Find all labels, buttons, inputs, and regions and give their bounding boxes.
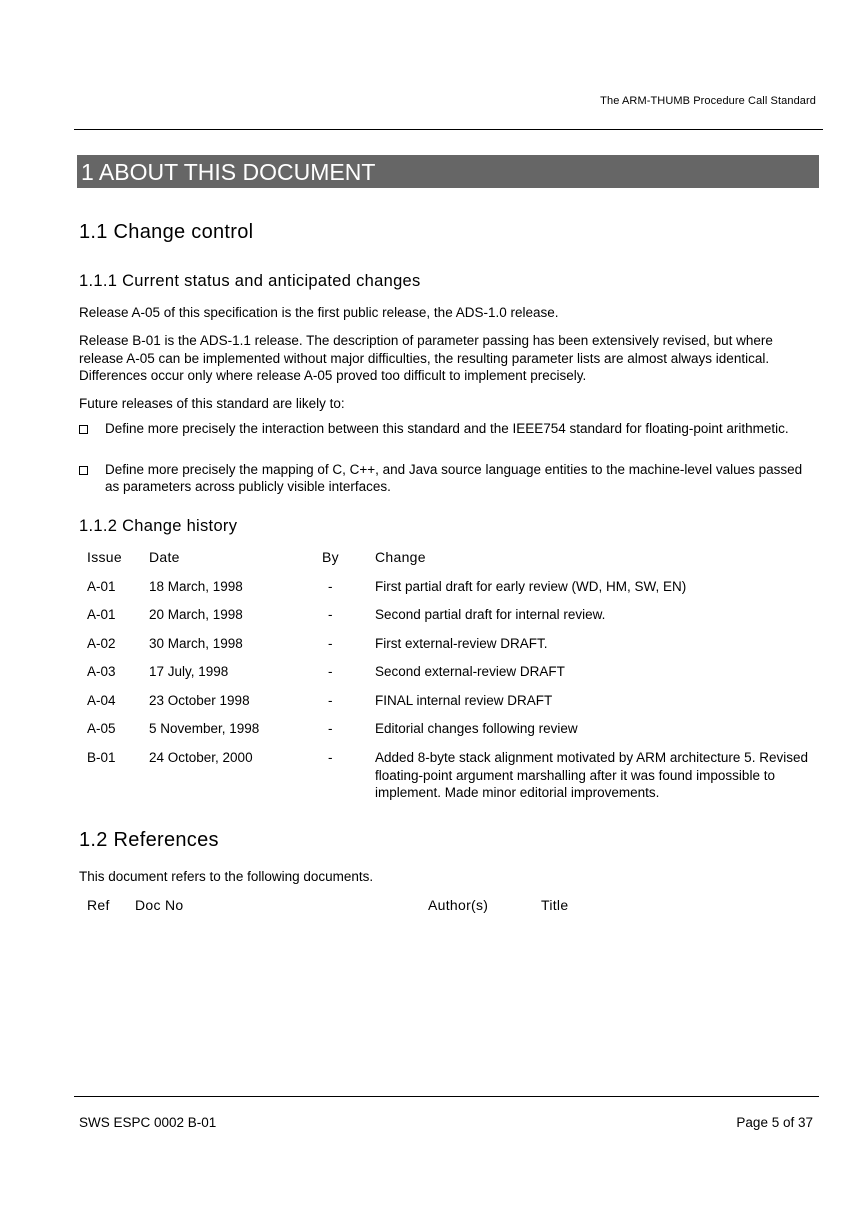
table-cell-issue: A-01 [87,607,116,622]
table-cell-change: First external-review DRAFT. [375,636,548,651]
table-cell-issue: A-04 [87,693,116,708]
paragraph-release-b01: Release B-01 is the ADS-1.1 release. The description of parameter passing has been extensively revised, but where release A-05 can be implemented without major difficulties, the resulting parameter lists are almost always identical. Differences occur only where release A-05 proved too difficult to implement precisely. [79,333,773,383]
table-header-doc-no: Doc No [135,897,184,913]
table-cell-issue: A-05 [87,721,116,736]
table-cell-date: 17 July, 1998 [149,664,229,679]
footer-document-id: SWS ESPC 0002 B-01 [79,1115,217,1130]
table-cell-change: Added 8-byte stack alignment motivated by ARM architecture 5. Revised floating-point argument marshalling after it was found impossible to implement. Made minor editorial improvements. [375,750,808,800]
footer-rule [74,1096,819,1097]
table-cell-change: FINAL internal review DRAFT [375,693,553,708]
table-header-issue: Issue [87,549,122,565]
header-rule [74,129,823,130]
table-cell-by: - [328,579,333,594]
table-header-change: Change [375,549,426,565]
table-header-ref: Ref [87,897,110,913]
paragraph-release-a05: Release A-05 of this specification is the first public release, the ADS-1.0 release. [79,305,559,320]
table-header-date: Date [149,549,180,565]
table-cell-by: - [328,721,333,736]
subsection-heading-current-status: 1.1.1 Current status and anticipated changes [79,272,421,290]
section-heading-change-control: 1.1 Change control [79,221,254,243]
running-header-title: The ARM-THUMB Procedure Call Standard [600,95,816,107]
table-cell-issue: B-01 [87,750,116,765]
paragraph-references-intro: This document refers to the following documents. [79,869,374,884]
table-cell-by: - [328,636,333,651]
footer-page-number: Page 5 of 37 [736,1115,813,1130]
table-cell-issue: A-02 [87,636,116,651]
table-cell-date: 20 March, 1998 [149,607,243,622]
table-header-authors: Author(s) [428,897,489,913]
bullet-item: Define more precisely the interaction between this standard and the IEEE754 standard for floating-point arithmetic. [105,421,789,436]
table-cell-by: - [328,607,333,622]
subsection-heading-change-history: 1.1.2 Change history [79,517,238,535]
table-cell-date: 23 October 1998 [149,693,250,708]
bullet-square-icon [79,466,88,475]
bullet-square-icon [79,425,88,434]
paragraph-future-releases: Future releases of this standard are likely to: [79,396,345,411]
table-cell-issue: A-03 [87,664,116,679]
table-cell-by: - [328,750,333,765]
section-heading-references: 1.2 References [79,829,219,851]
table-cell-issue: A-01 [87,579,116,594]
table-cell-by: - [328,664,333,679]
table-cell-by: - [328,693,333,708]
table-cell-date: 24 October, 2000 [149,750,253,765]
table-header-by: By [322,549,339,565]
chapter-title: 1 ABOUT THIS DOCUMENT [77,155,819,188]
bullet-item: Define more precisely the mapping of C, C++, and Java source language entities to the machine-level values passed as parameters across publicly visible interfaces. [105,462,803,494]
table-cell-date: 30 March, 1998 [149,636,243,651]
table-cell-change: Second external-review DRAFT [375,664,565,679]
table-header-title: Title [541,897,569,913]
table-cell-change: Second partial draft for internal review. [375,607,606,622]
table-cell-date: 18 March, 1998 [149,579,243,594]
table-cell-change: Editorial changes following review [375,721,578,736]
table-cell-date: 5 November, 1998 [149,721,260,736]
table-cell-change: First partial draft for early review (WD, HM, SW, EN) [375,579,687,594]
